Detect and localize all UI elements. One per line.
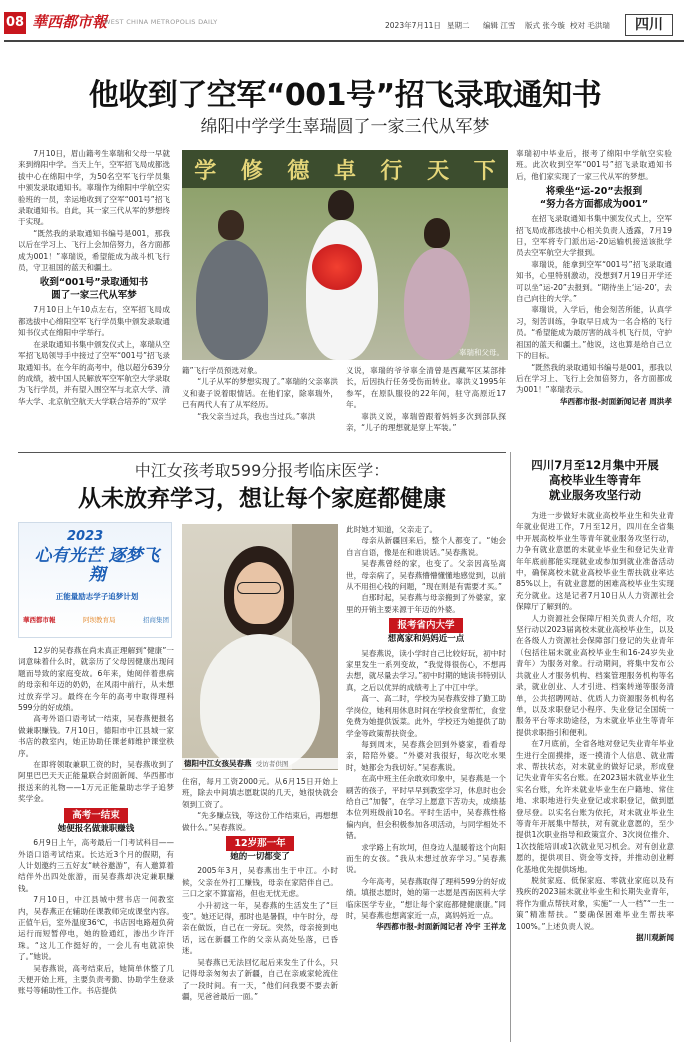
story1-column-1: 7月10日，眉山籍考生辜瑞和父母一早就来到绵阳中学。当天上午，空军招飞局成都选拔中心在绵阳中学，为50名空军飞行学员集中颁发录取通知书。辜瑞作为绵阳中学航空实验班的一员，幸运地收到了空军“001号”招飞录取通知书。自此，其一家三代从军的梦想终于实现。 “既然我的录取通知书编号是001，那我以后在学习上、飞行上会加倍努力，各方面都成为001！”辜瑞说，希望能成为战斗机飞行员，守卫祖国的蓝天和疆土。 收到“001号”录取通知书 圆了一家三代从军梦 7月10日上午10点左右，空军招飞局成都选拔中心绵阳空军飞行学员集中颁发录取通知书仪式在绵阳中学举行。 在录取通知书集中颁发仪式上，辜瑞从空军招飞局领导手中接过了空军“001号”招飞录取通知书。在今年的高考中，他以超分639分的成绩，被中国人民解放军空军航空大学录取为飞行学员，并有望入围空军与北京大学、清华大学、北京航空航天大学联合培养的“双学 bbox=[18, 149, 170, 406]
story2-byline: 华西都市报-封面新闻记者 冷宇 王祥龙 bbox=[376, 922, 506, 932]
story1-subhead-1: 收到“001号”录取通知书 圆了一家三代从军梦 bbox=[39, 277, 149, 302]
story3-byline: 据川观新闻 bbox=[636, 933, 674, 943]
father-figure bbox=[218, 210, 244, 240]
promo-logo-education: 阿坝教育局 bbox=[83, 616, 116, 624]
son-figure bbox=[328, 190, 354, 220]
issue-weekday: 星期二 bbox=[447, 21, 470, 30]
story2-subhead-text-3: 想离家和妈妈近一点 bbox=[387, 634, 465, 645]
story2-subhead-text-1: 她便报名做兼职赚钱 bbox=[57, 823, 135, 834]
designer-credit: 版式 张今璇 bbox=[525, 21, 565, 30]
promo-subtitle: 正能量励志学子追梦计划 bbox=[55, 592, 139, 601]
story2-column-1: 12岁的吴春燕在尚未真正理解到“健康”一词意味着什么时，就亲历了父母因健康出现问题而导致的家庭变故。6年来，她阅伴着患病的母亲和年迈的奶奶，在风雨中前行，从未想过放弃学习。最终在今年的高考中取得理科599分的好成绩。 高考外语口语考试一结束，吴春燕便报名做兼职赚钱。7月10日，德阳市中江县城一家书店的教室内，她正协助任课老师维护课堂秩序。 在即将领取兼职工资的时，吴春燕收到了阿里巴巴天天正能量联合封面新闻、华西都市报送来的礼物——1万元正能量助志学子追梦奖学金。 高考一结束 她便报名做兼职赚钱 6月9日上午，高考最后一门考试科目——外语口语考试结束。长达近3个月的假期，有人计划邀约三五好友“峡谷邀游”，有人邀算着结伴外出四处旅游，而吴春燕却决定兼职赚钱。 7月10日，中江县城中营书店一间教室内，吴春燕正在辅助任课教师完成课堂内容。正值午后，室外温度36℃，书店因电路超负荷运行而短暂停电，她的脸通红，渗出少许汗珠。“这儿工作挺好的，一会儿有电就凉快了。”她说。 吴春燕说，高考结束后，她简单休整了几天便开始上班，主要负责考勤、协助学生登录账号等辅助性工作。书店提供 bbox=[18, 646, 174, 996]
paper-english-name: WEST CHINA METROPOLIS DAILY bbox=[104, 18, 218, 26]
issue-date: 2023年7月11日 bbox=[385, 21, 441, 30]
promo-year: 2023 bbox=[67, 529, 104, 544]
story1-photo-caption: 辜瑞和父母。 bbox=[459, 348, 504, 357]
story3-headline: 四川7月至12月集中开展 高校毕业生等青年 就业服务攻坚行动 bbox=[531, 458, 659, 502]
promo-logo-row bbox=[23, 615, 169, 624]
red-flower bbox=[312, 244, 362, 290]
promo-banner bbox=[18, 522, 172, 638]
promo-logo-group: 招商集团 bbox=[143, 616, 169, 624]
editor-credit: 编辑 江雪 bbox=[483, 21, 516, 30]
story-divider bbox=[18, 452, 506, 453]
story1-column-2: 籍”飞行学员预选对象。 “儿子从军的梦想实现了。”辜瑞的父亲辜洪义和妻子说着眼情话。在他们家，除辜瑞外，已有两代人有了从军经历。 “我父亲当过兵，我也当过兵。”辜洪 bbox=[182, 366, 338, 421]
masthead bbox=[0, 0, 690, 46]
story2-kicker: 中江女孩考取599分报考临床医学： bbox=[134, 461, 390, 480]
page-number: 08 bbox=[4, 12, 26, 34]
glasses-icon bbox=[237, 582, 281, 594]
proofreader-credit: 校对 毛洪瑞 bbox=[570, 21, 610, 30]
story2-column-3: 此时她才知道，父亲走了。 母亲从新疆回来后，整个人都变了。“她会自言自语，像是在和谁说话。”吴春燕说。 吴春燕曾经的家，也变了。父亲因高坠离世，母亲病了，吴春燕懵懵懂懂地感觉到，以前从不用担心钱的问题，“现在则是有需要才买。” 自那时起，吴春燕与母亲搬到了外婆家，家里的开销主要来源于年迈的外婆。 报考省内大学 想离家和妈妈近一点 吴春燕说，读小学时自己比较好玩，初中时家里发生一系列变故，“我觉得很伤心，不想再去想，就尽量去学习。”初中时期的她读书特别认真，之后以优异的成绩考上了中江中学。 高一、高二时，学校为吴春燕安排了勤工助学岗位，她利用休息时间在学校食堂帮忙，食堂免费为她提供饭菜。此外，学校还为她提供了助学金等政策帮扶资金。 每到周末，吴春燕会回到外婆家，看看母亲，陪陪外婆。“外婆对我很好，每次吃水果时，她都会为我切好。”吴春燕说。 在高中班主任佘敢欢印象中，吴春燕是一个刷苦的孩子，平时早早到教室学习，休息时也会给自己“加餐”，在学习上愿意下苦功夫，成绩基本位列班级前10名。平时生活中，吴春燕性格偏内向，但会积极参加各项活动，与同学相处不错。 求学路上有坎坷，但身边人温暖着这个向阳而生的女孩。“我从未想过放弃学习。”吴春燕说。 今年高考，吴春燕取得了理科599分的好成绩。填报志愿时，她的第一志愿是西南医科大学临床医学专业，“想让每个家庭都健健康康。”同时，吴春燕也想离家近一点，离妈妈近一点。 华西都市报-封面新闻记者 冷宇 王祥龙 bbox=[346, 525, 506, 932]
promo-title: 心有光芒 逐梦飞翔 bbox=[34, 546, 160, 585]
mother-figure bbox=[424, 218, 450, 248]
story2-subhead-label-2: 12岁那一年 bbox=[226, 836, 293, 851]
story2-photo-caption: 德阳中江女孩吴春燕 受访者供图 bbox=[182, 758, 338, 769]
story1-subhead-2: 将乘坐“运-20”去报到 “努力各方面都成为001” bbox=[539, 186, 649, 211]
paper-name: 華西都市報 bbox=[32, 13, 108, 31]
story1-column-3: 义说，辜瑞的爷爷辜全清曾是西藏军区某部排长，后因执行任务受伤而转业。辜洪义1995年参军，在原队服役的22年间，驻守高原近17年。 辜洪义说，辜瑞曾跟着妈妈多次到部队探亲，“儿子的理想就是穿上军装。” bbox=[346, 366, 506, 433]
story1-photo bbox=[182, 150, 508, 360]
story2-photo-credit: 受访者供图 bbox=[255, 760, 289, 768]
story1-subheadline: 绵阳中学学生辜瑞圆了一家三代从军梦 bbox=[200, 117, 490, 137]
story2-photo bbox=[182, 524, 338, 770]
story1-column-4: 辜瑞初中毕业后，报考了绵阳中学航空实验班。此次收到空军“001号”招飞录取通知书后，他们家实现了一家三代从军的梦想。 将乘坐“运-20”去报到 “努力各方面都成为001” 在招飞录取通知书集中颁发仪式上，空军招飞局成都选拔中心相关负责人透露，7月19日，空军将专门派出运-20运输机接送该批学员去空军航空大学报到。 辜瑞说，能拿到空军“001号”招飞录取通知书，心里特别激动，没想到7月19日开学还可以坐“运-20”去报到。“期待坐上‘运-20’，去自己向往的大学。” 辜瑞说，入学后，他会刻苦所能，认真学习，刻苦训练，争取早日成为一名合格的飞行员。“希望能成为最厉害的战斗机飞行员，守护祖国的蓝天和疆土。”他说，这也算是给自己立下的目标。 “既然我的录取通知书编号是001，那我以后在学习上、飞行上会加倍努力，各方面都成为001！”辜瑞表示。 华西都市报-封面新闻记者 周洪孝 bbox=[516, 149, 672, 406]
story3-body: 为进一步做好未就业高校毕业生和失业青年就业促进工作，7月至12月，四川在全省集中开展高校毕业生等青年就业服务攻坚行动，力争有就业意愿的未就业毕业生和登记失业青年年底前都能实现就业或参加到就业准备活动中，确保离校未就业高校毕业生帮扶就业率达85%以上，有就业意愿的困难高校毕业生实现充分就业。这是记者7月10日从人力资源社会保障厅了解到的。 人力资源社会保障厅相关负责人介绍，攻坚行动以2023届离校未就业高校毕业生，以及在各级人力资源社会保障部门登记的失业青年（包括往届未就业高校毕业生和16-24岁失业青年）为服务对象。行动期间，将集中发布公共就业人才服务机构、档案管理服务机构等名录，就业创业、人才引进、档案转递等服务清单，公共招聘网站、优质人力资源服务机构名单，以及求职登记小程序、失业登记全国统一服务平台等求助途径，为未就业毕业生等青年提供求职指引和便利。 在7月底前，全省各地对登记失业青年毕业生进行全面摸排，逐一摸清个人信息、就业需求、帮扶状态，对未就业的做好记录，形成登记失业青年实名台账。在2023届未就业毕业生实名台账，允许未就业毕业生在户籍地、常住地、求职地进行失业登记或求职登记，做到愿登尽登。以实名台账为依托，对未就业毕业生等青年开展集中帮扶，对有就业意愿的，至少提供1次职业指导和政策宣介、3次岗位推介、1次技能培训或1次就业见习机会。对有创业意愿的，提供项目、资金等支持，并推动创业孵化基地优先提供场地。 脱贫家庭、低保家庭、零就业家庭以及有残疾的2023届未就业毕业生和长期失业青年，将作为重点帮扶对象，实施“一人一档”“一生一策”精准帮扶。“要确保困难毕业生帮扶率100%。”上述负责人说。 据川观新闻 bbox=[516, 511, 674, 943]
story2-subhead-label-3: 报考省内大学 bbox=[389, 618, 462, 633]
photo-banner: 学 修 德 卓 行 天 下 bbox=[182, 150, 508, 188]
section-name: 四川 bbox=[625, 14, 673, 36]
story2-subhead-label-1: 高考一结束 bbox=[64, 808, 128, 823]
header-rule bbox=[4, 40, 684, 42]
girl-body bbox=[200, 634, 320, 770]
story2-headline: 从未放弃学习，想让每个家庭都健康 bbox=[78, 486, 446, 512]
story2-column-2: 住宿，每月工资2000元。从6月15日开始上班，除去中间填志愿耽误的几天，她很快就会领到工资了。 “先多赚点钱，等这份工作结束后，再想想做什么。”吴春燕说。 12岁那一年 她的一切都变了 2005年3月，吴春燕出生于中江。小时候，父亲在外打工赚钱，母亲在家陪伴自己。三口之家不算富裕，但也无忧无虑。 小升初这一年，吴春燕的生活发生了“巨变”。她还记得，那时也是暑假，中午时分，母亲在做饭，自己在一旁玩。突然，母亲接到电话，远在新疆工作的父亲从高处坠落，已昏迷。 吴春燕已无法回忆起后来发生了什么，只记得母亲匆匆去了新疆，自己在亲戚家轮流住了一段时间。有一天，“他们问我要不要去新疆，见爸爸最后一面。” bbox=[182, 777, 338, 1001]
promo-logo-paper: 華西都市報 bbox=[23, 616, 56, 624]
story2-subhead-text-2: 她的一切都变了 bbox=[230, 852, 290, 863]
story1-headline: 他收到了空军“001号”招飞录取通知书 bbox=[88, 78, 602, 113]
column-divider bbox=[510, 452, 511, 1042]
story1-byline: 华西都市报-封面新闻记者 周洪孝 bbox=[559, 396, 672, 406]
